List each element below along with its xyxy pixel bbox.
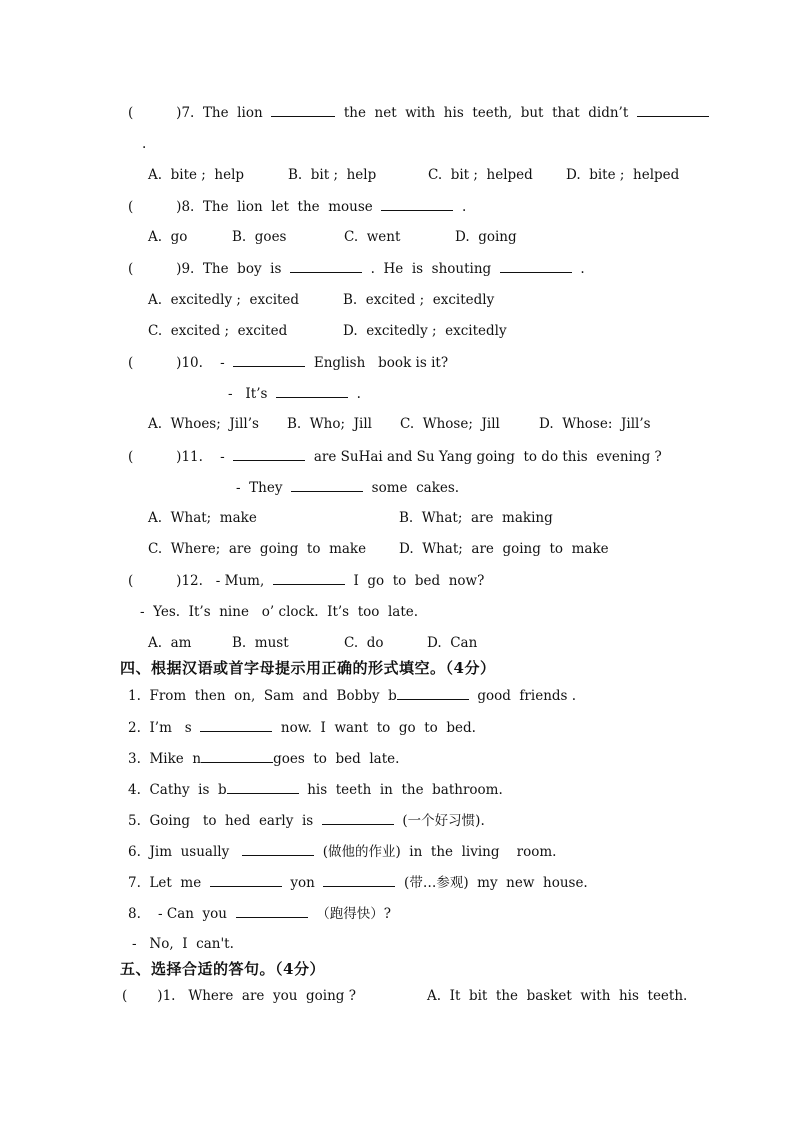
fill-item-5	[128, 811, 485, 830]
question-text: - It’s	[228, 386, 268, 402]
item-text: (带…参观) my new house.	[404, 875, 588, 891]
q10-line2	[228, 384, 361, 403]
blank[interactable]	[637, 103, 709, 117]
item-text: his teeth in the bathroom.	[307, 782, 503, 798]
blank[interactable]	[322, 811, 394, 825]
question-stem: 7. The lion	[181, 105, 263, 121]
question-stem: 9. The boy is	[181, 261, 282, 277]
question-text: English book is it?	[313, 355, 449, 371]
item-text: yon	[290, 875, 315, 891]
option-d: D. excitedly ; excitedly	[343, 323, 507, 339]
blank[interactable]	[201, 749, 273, 763]
question-tail: .	[356, 386, 361, 402]
question-text: are SuHai and Su Yang going to do this evening ?	[313, 449, 662, 465]
fill-item-8	[128, 904, 391, 923]
blank[interactable]	[271, 103, 335, 117]
fill-item-7	[128, 873, 588, 892]
answer-paren[interactable]: ( )	[128, 449, 182, 465]
answer-paren[interactable]: ( )	[122, 988, 163, 1004]
fill-item-1	[128, 686, 576, 705]
q8-line	[128, 197, 466, 216]
option-b: B. What; are making	[399, 510, 553, 526]
item-text: 6. Jim usually	[128, 844, 230, 860]
blank[interactable]	[233, 353, 305, 367]
blank[interactable]	[291, 478, 363, 492]
match-item-1	[122, 987, 356, 1005]
fill-item-6	[128, 842, 556, 861]
answer-paren[interactable]: ( )	[128, 355, 182, 371]
answer-paren[interactable]: ( )	[128, 105, 182, 121]
item-text: now. I want to go to bed.	[280, 720, 476, 736]
option-c: C. excited ; excited	[148, 323, 288, 339]
item-text: （跑得快）?	[316, 906, 391, 922]
question-tail: some cakes.	[371, 480, 460, 496]
q10-line	[128, 353, 448, 372]
option-c: C. Whose; Jill	[400, 416, 500, 432]
item-text: goes to bed late.	[273, 751, 400, 767]
blank[interactable]	[236, 904, 308, 918]
answer-option-a: A. It bit the basket with his teeth.	[427, 988, 688, 1004]
blank[interactable]	[242, 842, 314, 856]
blank[interactable]	[381, 197, 453, 211]
blank[interactable]	[210, 873, 282, 887]
answer-paren[interactable]: ( )	[128, 199, 182, 215]
option-b: B. goes	[232, 229, 287, 245]
item-text: 7. Let me	[128, 875, 202, 891]
blank[interactable]	[276, 384, 348, 398]
item-text: 3. Mike n	[128, 751, 202, 767]
item-text: 1. Where are you going ?	[162, 988, 356, 1004]
fill-item-4	[128, 780, 503, 799]
question-text: . He is shouting	[370, 261, 492, 277]
question-stem: 8. The lion let the mouse	[181, 199, 373, 215]
option-d: D. What; are going to make	[399, 541, 609, 557]
blank[interactable]	[323, 873, 395, 887]
q7-tail: .	[142, 136, 147, 152]
option-a: A. excitedly ; excited	[148, 292, 300, 308]
question-text: - They	[236, 480, 283, 496]
blank[interactable]	[200, 718, 272, 732]
q11-line2	[236, 478, 459, 497]
option-c: C. do	[344, 635, 384, 651]
fill-item-2	[128, 718, 476, 737]
section-4-heading: 四、根据汉语或首字母提示用正确的形式填空。（4分）	[120, 659, 496, 677]
option-b: B. excited ; excitedly	[343, 292, 495, 308]
q7-line	[128, 103, 709, 122]
item-text: 2. I’m s	[128, 720, 192, 736]
option-a: A. bite ; help	[148, 167, 245, 183]
item-text: 4. Cathy is b	[128, 782, 227, 798]
question-text: the net with his teeth, but that didn’t	[343, 105, 629, 121]
option-d: D. going	[455, 229, 517, 245]
question-stem: 11. -	[181, 449, 225, 465]
question-stem: 10. -	[181, 355, 225, 371]
q9-line	[128, 259, 585, 278]
option-d: D. Whose: Jill’s	[539, 416, 651, 432]
question-tail: .	[580, 261, 585, 277]
blank[interactable]	[397, 686, 469, 700]
question-tail: .	[461, 199, 467, 215]
option-c: C. went	[344, 229, 401, 245]
answer-paren[interactable]: ( )	[128, 261, 182, 277]
blank[interactable]	[500, 259, 572, 273]
option-a: A. go	[148, 229, 188, 245]
q11-line	[128, 447, 662, 466]
item-text: (一个好习惯).	[402, 813, 485, 829]
answer-paren[interactable]: ( )	[128, 573, 182, 589]
blank[interactable]	[233, 447, 305, 461]
section-5-heading: 五、选择合适的答句。（4分）	[120, 960, 325, 978]
item-text: (做他的作业) in the living room.	[322, 844, 557, 860]
fill-item-3	[128, 749, 399, 768]
q12-line2: - Yes. It’s nine o’ clock. It’s too late.	[140, 604, 419, 620]
option-b: B. must	[232, 635, 289, 651]
fill-item-8-reply: - No, I can't.	[132, 936, 234, 952]
q12-line	[128, 571, 484, 590]
option-c: C. bit ; helped	[428, 167, 533, 183]
question-text: I go to bed now?	[353, 573, 485, 589]
item-text: 8. - Can you	[128, 906, 228, 922]
item-text: 1. From then on, Sam and Bobby b	[128, 688, 397, 704]
option-b: B. bit ; help	[288, 167, 377, 183]
option-a: A. What; make	[148, 510, 257, 526]
option-d: D. Can	[427, 635, 478, 651]
option-c: C. Where; are going to make	[148, 541, 367, 557]
blank[interactable]	[290, 259, 362, 273]
blank[interactable]	[273, 571, 345, 585]
option-a: A. am	[148, 635, 192, 651]
option-d: D. bite ; helped	[566, 167, 680, 183]
option-b: B. Who; Jill	[287, 416, 372, 432]
blank[interactable]	[227, 780, 299, 794]
item-text: 5. Going to hed early is	[128, 813, 314, 829]
option-a: A. Whoes; Jill’s	[148, 416, 259, 432]
item-text: good friends .	[477, 688, 577, 704]
question-stem: 12. - Mum,	[181, 573, 265, 589]
